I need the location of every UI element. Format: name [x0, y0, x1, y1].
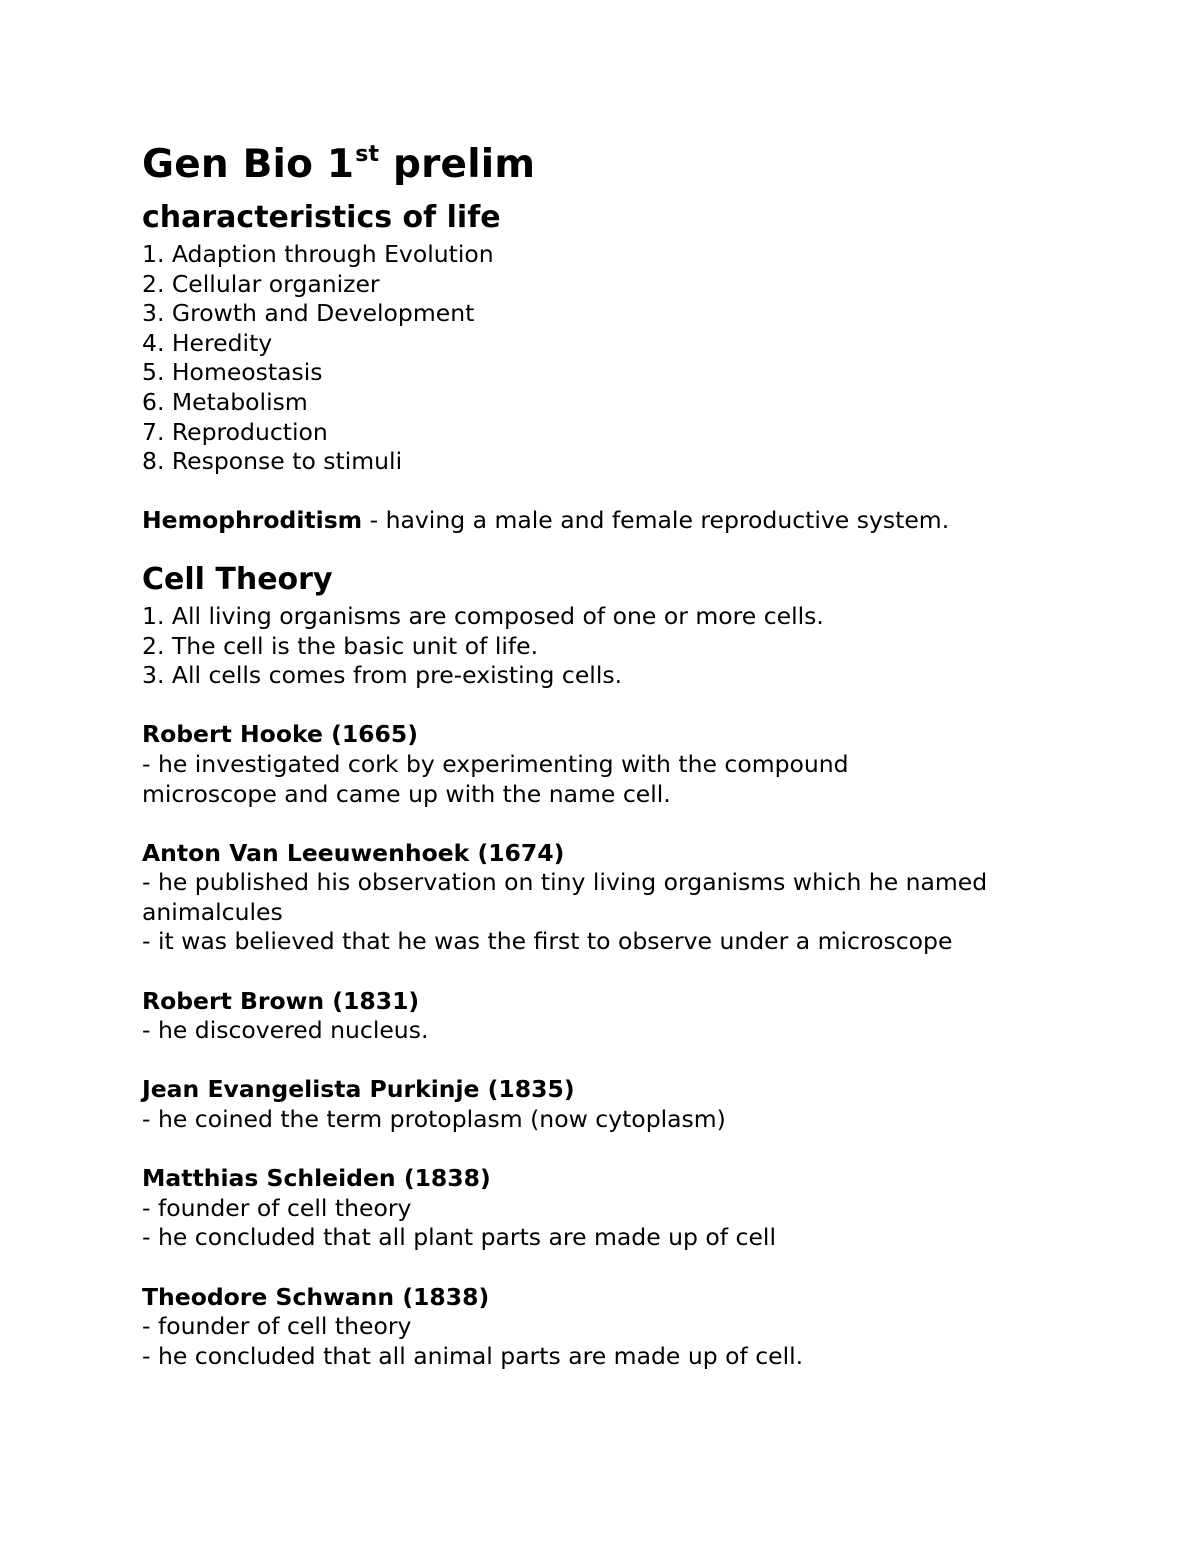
definition-text: - having a male and female reproductive system.: [362, 506, 950, 535]
definition-term: Hemophroditism: [142, 506, 363, 535]
cell-theory-heading: Cell Theory: [142, 561, 333, 597]
scientist-entry-schwann: [142, 1283, 1102, 1372]
document-page: [142, 140, 1102, 1371]
scientist-note: - founder of cell theory: [142, 1312, 412, 1341]
spacer: [142, 536, 1102, 558]
spacer: [142, 957, 1102, 987]
spacer: [142, 691, 1102, 721]
definition-paragraph: [142, 506, 1102, 536]
spacer: [142, 1253, 1102, 1283]
list-item: 1. Adaption through Evolution: [142, 240, 494, 268]
list-item: 5. Homeostasis: [142, 358, 323, 387]
characteristics-list: [142, 240, 1102, 477]
list-item: 7. Reproduction: [142, 417, 328, 446]
list-item: 3. All cells comes from pre-existing cells.: [142, 661, 623, 690]
title-superscript: st: [355, 142, 380, 167]
scientist-name: Robert Hooke (1665): [142, 720, 418, 749]
scientist-note: microscope and came up with the name cell.: [142, 779, 671, 808]
spacer: [142, 1046, 1102, 1076]
spacer: [142, 477, 1102, 507]
scientist-entry-purkinje: [142, 1075, 1102, 1134]
list-item: 2. The cell is the basic unit of life.: [142, 631, 539, 660]
scientist-entry-schleiden: [142, 1164, 1102, 1253]
spacer: [142, 1135, 1102, 1165]
scientist-name: Robert Brown (1831): [142, 986, 420, 1015]
scientist-note: - he coined the term protoplasm (now cytoplasm): [142, 1105, 726, 1134]
spacer: [142, 809, 1102, 839]
list-item: 1. All living organisms are composed of one or more cells.: [142, 601, 824, 630]
scientist-note: - he concluded that all animal parts are made up of cell.: [142, 1341, 804, 1370]
scientist-entry-brown: [142, 987, 1102, 1046]
scientist-name: Anton Van Leeuwenhoek (1674): [142, 838, 565, 867]
scientist-name: Jean Evangelista Purkinje (1835): [142, 1075, 575, 1104]
scientist-note: - he discovered nucleus.: [142, 1016, 429, 1045]
scientist-note: - he published his observation on tiny living organisms which he named: [142, 868, 988, 897]
scientist-entry-leeuwenhoek: [142, 839, 1102, 957]
scientist-note: - he concluded that all plant parts are made up of cell: [142, 1223, 776, 1252]
list-item: 2. Cellular organizer: [142, 269, 380, 298]
scientist-note: - founder of cell theory: [142, 1193, 412, 1222]
characteristics-heading: characteristics of life: [142, 200, 501, 235]
scientist-name: Matthias Schleiden (1838): [142, 1164, 491, 1193]
scientist-name: Theodore Schwann (1838): [142, 1282, 490, 1311]
list-item: 6. Metabolism: [142, 387, 308, 416]
page-title: [142, 140, 1102, 196]
list-item: 4. Heredity: [142, 328, 273, 357]
title-main: Gen Bio 1: [142, 142, 355, 187]
list-item: 8. Response to stimuli: [142, 447, 403, 476]
scientist-note: animalcules: [142, 897, 283, 926]
scientist-note: - it was believed that he was the first to observe under a microscope: [142, 927, 953, 956]
scientist-entry-hooke: [142, 720, 1102, 809]
cell-theory-list: [142, 602, 1102, 691]
list-item: 3. Growth and Development: [142, 299, 475, 328]
title-rest: prelim: [379, 142, 536, 187]
scientist-note: - he investigated cork by experimenting with the compound: [142, 749, 849, 778]
